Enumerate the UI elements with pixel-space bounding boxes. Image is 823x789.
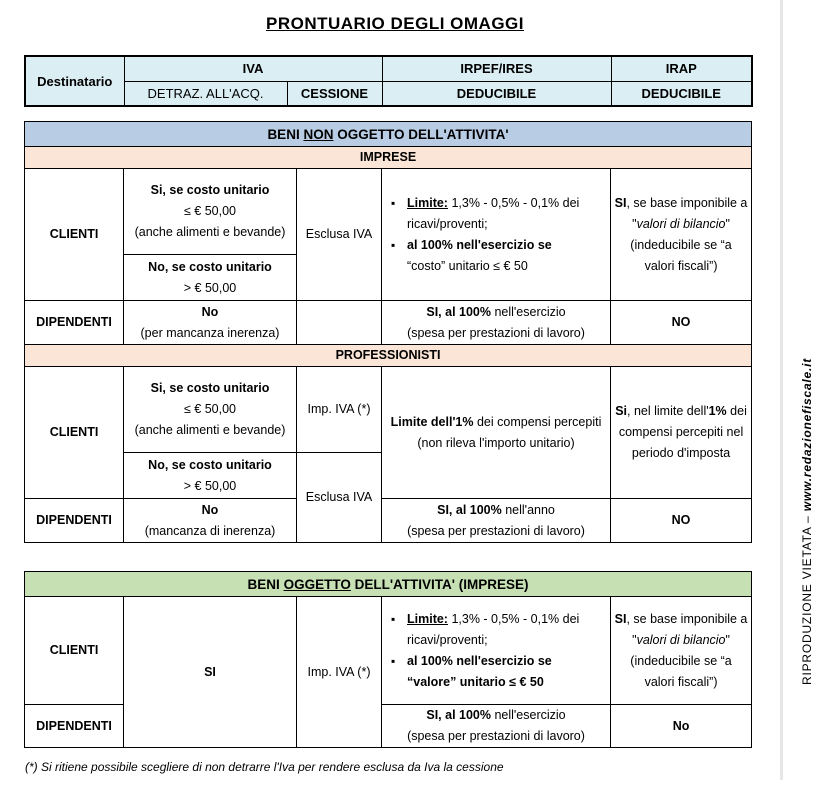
col-irpef: IRPEF/IRES — [382, 56, 611, 81]
section-beni-oggetto — [24, 571, 752, 748]
section-beni-non-oggetto — [24, 121, 752, 543]
prof-no-costo-cell: No, se costo unitario > € 50,00 — [124, 453, 297, 499]
band-beni-non-oggetto: BENI NON OGGETTO DELL'ATTIVITA' — [25, 122, 752, 147]
col-irap-sub: DEDUCIBILE — [611, 81, 752, 106]
si-costo-cell: Si, se costo unitario ≤ € 50,00 (anche alimenti e bevande) — [124, 169, 297, 255]
irpef-limite-cell: ▪ Limite: 1,3% - 0,5% - 0,1% dei ricavi/proventi; ▪ al 100% nell'esercizio se “costo” unitario ≤ € 50 — [382, 169, 611, 301]
no-costo-cell: No, se costo unitario > € 50,00 — [124, 255, 297, 301]
side-watermark: RIPRODUZIONE VIETATA – www.redazionefiscale.it — [800, 357, 814, 685]
prof-dip-irap-cell: NO — [611, 499, 752, 543]
prof-imp-iva-cell: Imp. IVA (*) — [297, 367, 382, 453]
prof-irpef-cell: Limite dell'1% dei compensi percepiti (non rileva l'importo unitario) — [382, 367, 611, 499]
prof-irap-cell: Si, nel limite dell'1% dei compensi percepiti nel periodo d'imposta — [611, 367, 752, 499]
clienti-label: CLIENTI — [25, 169, 124, 301]
band-professionisti: PROFESSIONISTI — [25, 345, 752, 367]
dip-irap-cell: NO — [611, 301, 752, 345]
band-beni-oggetto: BENI OGGETTO DELL'ATTIVITA' (IMPRESE) — [25, 572, 752, 597]
band-imprese: IMPRESE — [25, 147, 752, 169]
header-table — [24, 55, 753, 107]
prof-dip-no-cell: No (mancanza di inerenza) — [124, 499, 297, 543]
s2-irpef-cell: ▪ Limite: 1,3% - 0,5% - 0,1% dei ricavi/proventi; ▪ al 100% nell'esercizio se “valore” unitario ≤ € 50 — [382, 597, 611, 705]
page-edge-divider — [780, 0, 783, 780]
footnote: (*) Si ritiene possibile scegliere di non detrarre l'Iva per rendere esclusa da Iva la cessione — [25, 760, 504, 774]
prof-clienti-label: CLIENTI — [25, 367, 124, 499]
col-iva: IVA — [124, 56, 382, 81]
col-destinatario: Destinatario — [25, 56, 124, 106]
s2-dip-irap-cell: No — [611, 705, 752, 748]
prof-si-costo-cell: Si, se costo unitario ≤ € 50,00 (anche alimenti e bevande) — [124, 367, 297, 453]
prof-dip-irpef-cell: SI, al 100% nell'anno (spesa per prestazioni di lavoro) — [382, 499, 611, 543]
s2-dip-irpef-cell: SI, al 100% nell'esercizio (spesa per prestazioni di lavoro) — [382, 705, 611, 748]
s2-imp-iva-cell: Imp. IVA (*) — [297, 597, 382, 748]
s2-irap-cell: SI, se base imponibile a "valori di bilancio" (indeducibile se “a valori fiscali”) — [611, 597, 752, 705]
prof-esclusa-cell: Esclusa IVA — [297, 453, 382, 543]
col-cessione: CESSIONE — [287, 81, 382, 106]
col-irap: IRAP — [611, 56, 752, 81]
dip-irpef-cell: SI, al 100% nell'esercizio (spesa per prestazioni di lavoro) — [382, 301, 611, 345]
irap-cell: SI, se base imponibile a "valori di bilancio" (indeducibile se “a valori fiscali”) — [611, 169, 752, 301]
s2-si-cell: SI — [124, 597, 297, 748]
esclusa-iva-cell: Esclusa IVA — [297, 169, 382, 301]
col-detraz: DETRAZ. ALL'ACQ. — [124, 81, 287, 106]
s2-clienti-label: CLIENTI — [25, 597, 124, 705]
col-irpef-sub: DEDUCIBILE — [382, 81, 611, 106]
dipendenti-label: DIPENDENTI — [25, 301, 124, 345]
prof-dipendenti-label: DIPENDENTI — [25, 499, 124, 543]
dip-no-cell: No (per mancanza inerenza) — [124, 301, 297, 345]
s2-dipendenti-label: DIPENDENTI — [25, 705, 124, 748]
dip-empty-cell — [297, 301, 382, 345]
page-title: PRONTUARIO DEGLI OMAGGI — [266, 14, 524, 33]
